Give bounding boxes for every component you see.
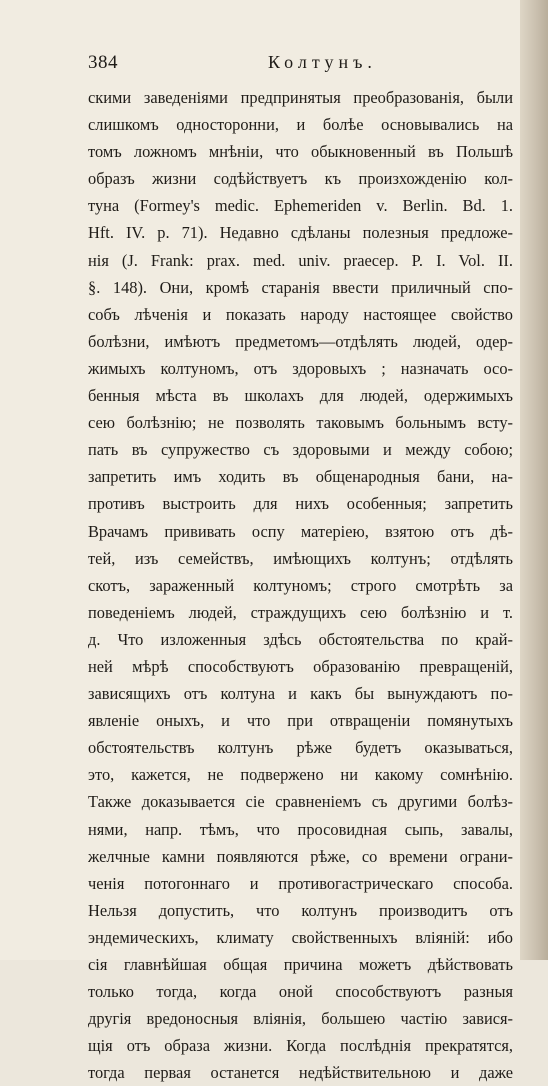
text-line: Также доказывается сіе сравненіемъ съ другими болѣз- — [88, 792, 513, 812]
text-line: ней мѣрѣ способствуютъ образованію превращеній, — [88, 656, 513, 676]
text-line: эндемическихъ, климату свойственныхъ вліяній: ибо — [88, 927, 513, 947]
text-line: нями, напр. тѣмъ, что просовидная сыпь, завалы, — [88, 819, 513, 839]
text-line: томъ ложномъ мнѣніи, что обыкновенный въ Польшѣ — [88, 142, 513, 162]
text-line: обстоятельствъ колтунъ рѣже будетъ оказываться, — [88, 738, 513, 758]
text-line: запретить имъ ходить въ общенародныя бани, на- — [88, 467, 513, 487]
text-line: нія (J. Frank: prax. med. univ. praecep. P. I. Vol. II. — [88, 250, 513, 270]
text-line: образъ жизни содѣйствуетъ къ произхожденію кол- — [88, 169, 513, 189]
text-line: ченія потогоннаго и противогастрическаго способа. — [88, 873, 513, 893]
page-header — [88, 48, 512, 74]
text-line: явленіе оныхъ, и что при отвращеніи помянутыхъ — [88, 711, 513, 731]
text-line: пать въ супружество съ здоровыми и между собою; — [88, 440, 513, 460]
text-line: только тогда, когда оной способствуютъ разныя — [88, 982, 513, 1002]
text-line: скими заведеніями предпринятыя преобразованія, были — [88, 88, 513, 107]
text-line: Врачамъ прививать оспу матеріею, взятою отъ дѣ- — [88, 521, 513, 541]
text-line: зависящихъ отъ колтуна и какъ бы вынуждаютъ по- — [88, 684, 513, 704]
body-text — [88, 84, 513, 1086]
text-line: болѣзни, имѣютъ предметомъ—отдѣлять людей, одер- — [88, 331, 513, 351]
page-number: 384 — [88, 52, 118, 73]
text-line: слишкомъ односторонни, и болѣе основывались на — [88, 115, 513, 135]
text-line: собъ лѣченія и показать народу настоящее свойство — [88, 304, 513, 324]
page-edge-shadow — [520, 0, 548, 960]
text-line: это, кажется, не подвержено ни какому сомнѣнію. — [88, 765, 513, 785]
text-line: щія отъ образа жизни. Когда послѣднія прекратятся, — [88, 1036, 513, 1056]
text-line: желчные камни появляются рѣже, со времени ограни- — [88, 846, 513, 866]
running-title: Колтунъ. — [268, 52, 377, 72]
text-line: Hft. IV. p. 71). Недавно сдѣланы полезныя предложе- — [88, 223, 513, 243]
text-line: тей, изъ семействъ, имѣющихъ колтунъ; отдѣлять — [88, 548, 513, 568]
text-line: сею болѣзнію; не позволять таковымъ больнымъ всту- — [88, 413, 513, 433]
text-line: бенныя мѣста въ школахъ для людей, одержимыхъ — [88, 386, 513, 406]
text-line: тогда первая останется недѣйствительною и даже — [88, 1063, 513, 1083]
text-line: сія главнѣйшая общая причина можетъ дѣйствовать — [88, 955, 513, 974]
text-line: скотъ, зараженный колтуномъ; строго смотрѣть за — [88, 575, 513, 595]
text-line: другія вредоносныя вліянія, большею частію завися- — [88, 1009, 513, 1029]
text-line: туна (Formey's medic. Ephemeriden v. Berlin. Bd. 1. — [88, 196, 513, 216]
text-line: §. 148). Они, кромѣ старанія ввести приличный спо- — [88, 277, 513, 297]
text-line: д. Что изложенныя здѣсь обстоятельства по край- — [88, 629, 513, 649]
text-line: жимыхъ колтуномъ, отъ здоровыхъ ; назначать осо- — [88, 358, 513, 378]
text-line: поведеніемъ людей, страждущихъ сею болѣзнію и т. — [88, 602, 513, 622]
text-line: Нельзя допустить, что колтунъ производитъ отъ — [88, 900, 513, 920]
text-line: противъ выстроить для нихъ особенныя; запретить — [88, 494, 513, 514]
